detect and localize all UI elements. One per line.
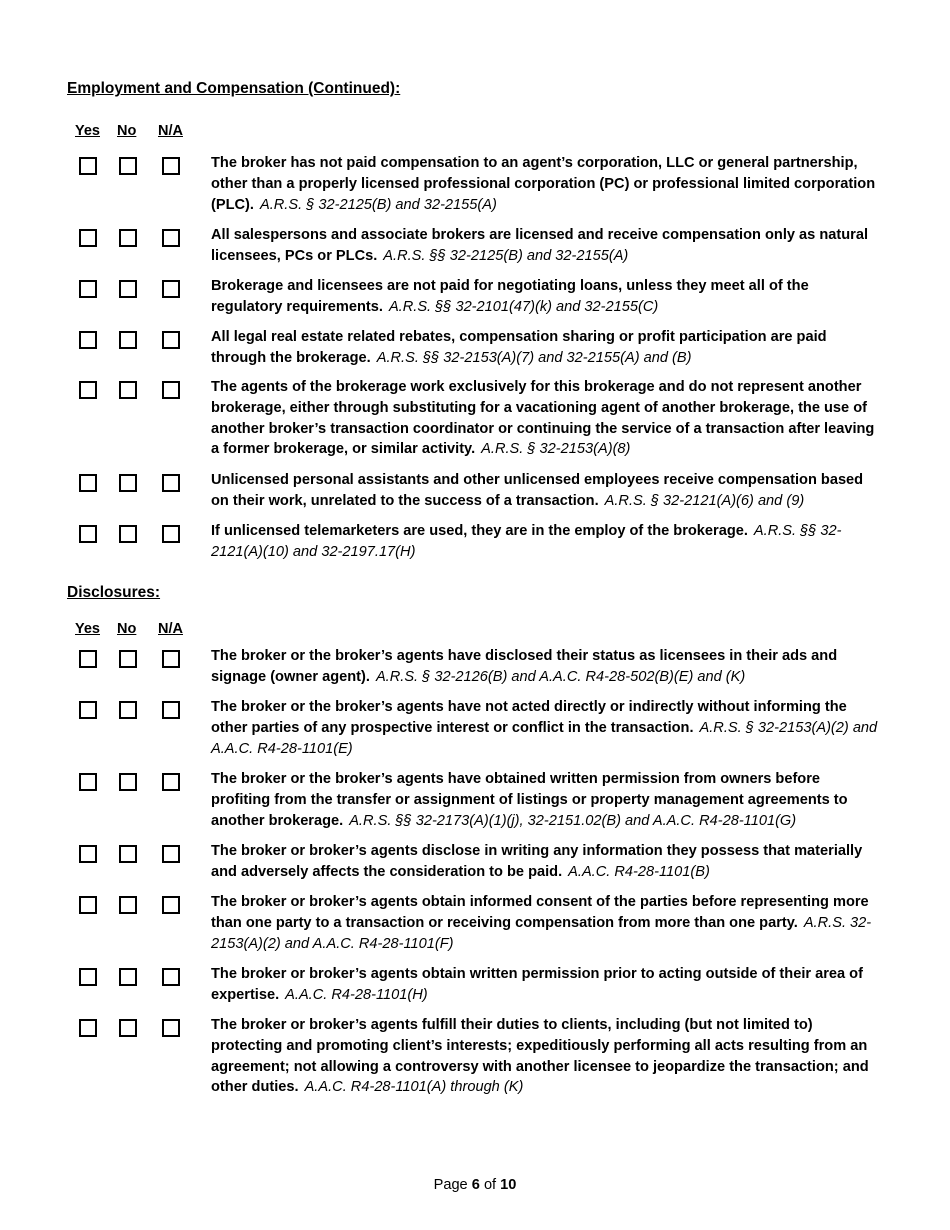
yes-checkbox[interactable] (79, 650, 97, 668)
item-citation: A.R.S. § 32-2121(A)(6) and (9) (604, 492, 805, 509)
item-text (211, 769, 879, 831)
na-checkbox[interactable] (162, 896, 180, 914)
item-citation: A.A.C. R4-28-1101(H) (285, 986, 428, 1003)
item-statement: Unlicensed personal assistants and other unlicensed employees receive compensation based on their work, unrelated to the success of a transaction. (211, 472, 864, 509)
yes-checkbox[interactable] (79, 773, 97, 791)
item-citation: A.R.S. §§ 32-2125(B) and 32-2155(A) (383, 247, 629, 264)
yes-checkbox[interactable] (79, 381, 97, 399)
no-checkbox[interactable] (119, 229, 137, 247)
yes-checkbox[interactable] (79, 525, 97, 543)
na-checkbox[interactable] (162, 280, 180, 298)
item-statement: The broker or the broker’s agents have obtained written permission from owners before profiting from the transfer or assignment of listings or property management agreements to another brokerage. (211, 771, 848, 829)
item-statement: The broker or the broker’s agents have not acted directly or indirectly without informing the other parties of any prospective interest or conflict in the transaction. (211, 699, 847, 736)
item-statement: The broker or broker’s agents disclose in writing any information they possess that materially and adversely affects the consideration to be paid. (211, 843, 863, 880)
na-checkbox[interactable] (162, 701, 180, 719)
no-checkbox[interactable] (119, 845, 137, 863)
item-statement: Brokerage and licensees are not paid for negotiating loans, unless they meet all of the regulatory requirements. (211, 278, 809, 315)
item-citation: A.R.S. §§ 32-2101(47)(k) and 32-2155(C) (388, 298, 659, 315)
no-checkbox[interactable] (119, 968, 137, 986)
item-statement: The agents of the brokerage work exclusively for this brokerage and do not represent another brokerage, either through substituting for a vacationing agent of another brokerage, the use of another broker’s transaction coordinator or continuing the service of a transaction after leaving a former brokerage, or similar activity. (211, 379, 875, 458)
item-statement: All legal real estate related rebates, compensation sharing or profit participation are paid through the brokerage. (211, 329, 827, 366)
item-text (211, 377, 879, 460)
no-checkbox[interactable] (119, 650, 137, 668)
no-checkbox[interactable] (119, 381, 137, 399)
item-statement: The broker or broker’s agents obtain informed consent of the parties before representing more than one party to a transaction or receiving compensation from more than one party. (211, 894, 869, 931)
no-checkbox[interactable] (119, 280, 137, 298)
no-checkbox[interactable] (119, 896, 137, 914)
item-statement: If unlicensed telemarketers are used, they are in the employ of the brokerage. (211, 523, 748, 539)
item-citation: A.R.S. §§ 32-2153(A)(7) and 32-2155(A) and (B) (376, 349, 692, 366)
header-yes: Yes (75, 621, 100, 637)
yes-checkbox[interactable] (79, 157, 97, 175)
item-citation: A.R.S. § 32-2153(A)(8) (481, 441, 631, 458)
header-na: N/A (158, 123, 183, 139)
footer-total-pages: 10 (500, 1177, 517, 1193)
section-title: Disclosures: (67, 584, 161, 601)
item-statement: The broker has not paid compensation to an agent’s corporation, LLC or general partnership, other than a properly licensed professional corporation (PC) or professional limited corporation (PLC). (211, 155, 876, 213)
yes-checkbox[interactable] (79, 331, 97, 349)
na-checkbox[interactable] (162, 229, 180, 247)
yes-checkbox[interactable] (79, 280, 97, 298)
item-text (211, 276, 879, 318)
item-text (211, 841, 879, 883)
item-text (211, 521, 879, 563)
yes-checkbox[interactable] (79, 701, 97, 719)
item-citation: A.R.S. 32-2153(A)(2) and A.A.C. R4-28-1101(F) (211, 914, 872, 952)
item-text (211, 470, 879, 512)
header-na: N/A (158, 621, 183, 637)
item-citation: A.R.S. § 32-2126(B) and A.A.C. R4-28-502(B)(E) and (K) (375, 668, 746, 685)
item-text (211, 153, 879, 215)
yes-checkbox[interactable] (79, 896, 97, 914)
na-checkbox[interactable] (162, 650, 180, 668)
na-checkbox[interactable] (162, 968, 180, 986)
header-no: No (117, 621, 137, 637)
yes-checkbox[interactable] (79, 845, 97, 863)
item-citation: A.A.C. R4-28-1101(B) (568, 863, 710, 880)
item-citation: A.R.S. §§ 32-2121(A)(10) and 32-2197.17(H) (211, 523, 842, 560)
header-no: No (117, 123, 137, 139)
yes-checkbox[interactable] (79, 968, 97, 986)
item-citation: A.R.S. §§ 32-2173(A)(1)(j), 32-2151.02(B) and A.A.C. R4-28-1101(G) (349, 812, 797, 829)
header-yes: Yes (75, 123, 100, 139)
section-title: Employment and Compensation (Continued): (67, 80, 401, 97)
yes-checkbox[interactable] (79, 474, 97, 492)
item-text (211, 964, 879, 1006)
yes-checkbox[interactable] (79, 229, 97, 247)
footer-page-label: Page (433, 1177, 468, 1193)
page-footer (0, 1177, 950, 1193)
footer-current-page: 6 (471, 1177, 480, 1193)
item-statement: The broker or the broker’s agents have disclosed their status as licensees in their ads and signage (owner agent). (211, 648, 838, 685)
item-statement: The broker or broker’s agents fulfill their duties to clients, including (but not limited to) protecting and promoting client’s interests; expeditiously performing all acts resulting from an agreement; not allowing a controversy with another licensee to jeopardize the transaction; and other duties. (211, 1017, 869, 1096)
item-statement: The broker or broker’s agents obtain written permission prior to acting outside of their area of expertise. (211, 966, 863, 1003)
na-checkbox[interactable] (162, 525, 180, 543)
item-statement: All salespersons and associate brokers are licensed and receive compensation only as natural licensees, PCs or PLCs. (211, 227, 868, 264)
yes-checkbox[interactable] (79, 1019, 97, 1037)
na-checkbox[interactable] (162, 845, 180, 863)
item-citation: A.R.S. § 32-2153(A)(2) and A.A.C. R4-28-1101(E) (211, 719, 878, 757)
item-text (211, 646, 879, 688)
item-text (211, 697, 879, 759)
item-text (211, 225, 879, 267)
na-checkbox[interactable] (162, 1019, 180, 1037)
item-citation: A.A.C. R4-28-1101(A) through (K) (304, 1079, 524, 1096)
no-checkbox[interactable] (119, 773, 137, 791)
item-text (211, 327, 879, 369)
na-checkbox[interactable] (162, 474, 180, 492)
item-text (211, 892, 879, 954)
no-checkbox[interactable] (119, 474, 137, 492)
no-checkbox[interactable] (119, 701, 137, 719)
na-checkbox[interactable] (162, 773, 180, 791)
no-checkbox[interactable] (119, 331, 137, 349)
na-checkbox[interactable] (162, 331, 180, 349)
no-checkbox[interactable] (119, 157, 137, 175)
na-checkbox[interactable] (162, 157, 180, 175)
footer-of-label: of (483, 1177, 497, 1193)
item-citation: A.R.S. § 32-2125(B) and 32-2155(A) (259, 196, 497, 213)
na-checkbox[interactable] (162, 381, 180, 399)
no-checkbox[interactable] (119, 1019, 137, 1037)
item-text (211, 1015, 879, 1098)
no-checkbox[interactable] (119, 525, 137, 543)
